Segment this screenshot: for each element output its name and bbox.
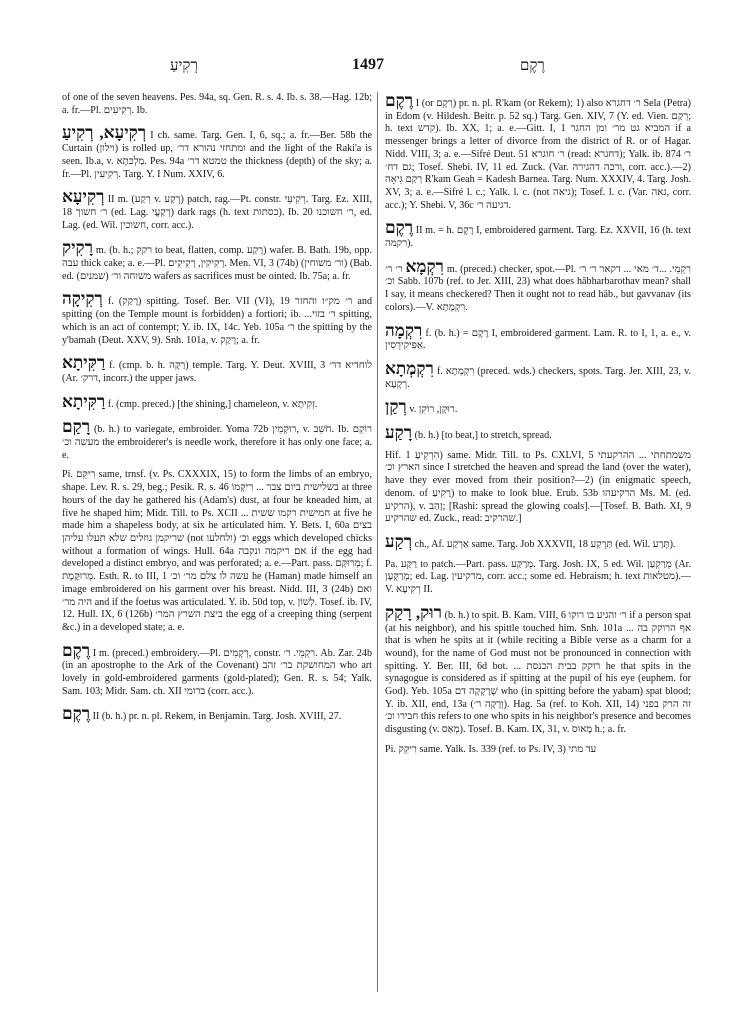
entry-text: II m. (רְקַע v. רְקַע) patch, rag.—Pt. constr. רְקִיעֵי. Targ. Ez. XIII, 18 ר׳ חשוך (ed. Lag. רְקַעֲי) dark rags (h. text כסתות). Ib. 20 ר׳ חשוכנו, ed. Lag. (ed. Wil. חשוכין, corr. acc.). — [62, 194, 372, 231]
header-catchword-right: רֶקֶם — [520, 58, 545, 74]
dictionary-entry — [385, 424, 691, 443]
entry-text: II (b. h.) pr. n. pl. Rekem, in Benjamin. Targ. Josh. XVIII, 27. — [92, 711, 342, 723]
right-column — [385, 92, 691, 764]
entry-headword: רְקַע — [385, 531, 413, 551]
dictionary-entry — [385, 744, 691, 757]
entry-text: II m. = h. רֶקֶם I, embroidered garment. Targ. Ez. XXVII, 16 (h. text רקמה). — [385, 225, 691, 250]
entry-text: Pi. רִיקֵּק same. Yalk. Is. 339 (ref. to Ps. IV, 3) עד מתי — [385, 743, 597, 755]
entry-text: f. (cmp. preced.) [the shining,] chameleon, v. זְקִיתָא. — [107, 398, 318, 410]
entry-headword: רֶקֶם — [385, 91, 414, 110]
entry-text: Hif. הִרְקִיעַ 1) same. Midr. Till. to Ps. CXLVI, 5 משמתחתי ... ההרקעתי הארץ וכ׳ since I stretched the heaven and spread the land (over the water), have they ever moved from their position?—2) (in enigmatic speech, denom. of רָקִיעַ) to make to look blue. Erub. 53b הרקיעהו Ms. M. (ed. הרקיע), v. זָהַב; [Rashi: spread the glowing coals].—[Tosef. B. Bath. XI, 9 שהרקיע ed. Zuck., read: שהרקיב.] — [385, 449, 692, 525]
entry-text: f. (b. h.) = רֶקֶם I, embroidered garment. Lam. R. to I, 1, a. e., v. אַפִּיקִירְסִין. — [385, 327, 691, 352]
dictionary-entry — [385, 258, 691, 315]
entry-headword: רִקְמָה — [385, 320, 423, 340]
entry-headword: רֶקֶם — [62, 640, 91, 660]
dictionary-entry — [62, 705, 372, 724]
dictionary-entry — [62, 354, 372, 385]
dictionary-entry — [385, 533, 691, 552]
entry-headword: רָקַע — [385, 423, 413, 443]
column-divider — [377, 92, 378, 992]
dictionary-entry — [62, 188, 372, 232]
entry-headword: רֶקֶם — [62, 704, 91, 724]
entry-headword: רוּק, רָקַק — [385, 602, 442, 622]
left-column — [62, 92, 372, 731]
dictionary-entry — [385, 398, 691, 417]
entry-text: f. (cmp. b. h. רַקָּה) temple. Targ. Y. Deut. XVIII, 3 לוחדיא דר׳ (Ar. דרק׳, incorr.) the upper jaws. — [62, 360, 372, 384]
entry-headword: רֶקֶם — [385, 218, 414, 238]
dictionary-entry — [385, 604, 691, 737]
dictionary-entry — [62, 92, 372, 117]
entry-headword: רַקִּיתָא — [62, 353, 106, 373]
entry-headword: רְקִיקָה — [62, 289, 103, 309]
page-number: 1497 — [352, 56, 384, 73]
dictionary-entry — [62, 469, 372, 634]
dictionary-entry — [62, 124, 372, 181]
entry-text: (b. h.) to variegate, embroider. Yoma 72b רוּקְמֵין, v. חֹשֵׁב. Ib. רוֹקֵם מעשה וכ׳ the embroiderer's is needle work, therefore it has only one face; a. e. — [62, 424, 372, 461]
dictionary-entry — [62, 239, 372, 283]
dictionary-entry — [62, 393, 372, 412]
dictionary-entry — [62, 642, 372, 699]
entry-headword: רָקַם — [62, 417, 91, 437]
entry-text: of one of the seven heavens. Pes. 94a, sq. Gen. R. s. 4. Ib. s. 38.—Hag. 12b; a. fr.—Pl. רְקִיעִים. Ib. — [62, 92, 372, 116]
entry-text: I m. (preced.) embroidery.—Pl. רְקָמִים, constr. רִקְמֵי. ר׳. Ab. Zar. 24b (in an apostrophe to the Ark of the Covenant) המחושקת בר׳ זהב who art lovely in gold-embroidered garments (gold-plated); Gen. R. s. 54; Yalk. Sam. 103; Midr. Sam. ch. XII ברומי (corr. acc.). — [62, 647, 372, 697]
entry-headword: רְקִיעָא, רְקִיעַ — [62, 123, 147, 143]
dictionary-entry — [385, 219, 691, 250]
entry-text: I ch. same. Targ. Gen. I, 6, sq.; a. fr.—Ber. 58b the Curtain (וילון) is rolled up, ומתחזי נהורא דר׳ and the light of the Raki'a is seen. Ib.a, v. מַלְכּתָא. Pes. 94a טמטא דר׳ the thickness (depth) of the sky; a. fr.—Pl. רְקִיעִין. Targ. Y. I Num. XXIV, 6. — [62, 130, 373, 180]
entry-text: ch., Af. אַרְקַע same. Targ. Job XXXVII, 18 תַּרְקַע (ed. Wil. תְּרַע). — [414, 538, 676, 550]
entry-text: Pa. רַקַּע to patch.—Part. pass. מְרַקַּע. Targ. Josh. IX, 5 ed. Wil. מְרַקְעַן (Ar. מְרַקְּעָן; ed. Lag. מרקיעין, corr. acc.; some ed. Hebraism; h. text מטלאות).—V. רְקִיעָא II. — [385, 558, 691, 596]
entry-text: f. רִקְמְתָא (preced. wds.) checkers, spots. Targ. Jer. XIII, 23, v. רְקָעָא. — [385, 365, 691, 390]
dictionary-entry — [385, 92, 691, 212]
dictionary-entry — [62, 290, 372, 347]
dictionary-entry — [385, 322, 691, 353]
entry-headword: רִקְמָא — [405, 256, 444, 276]
entry-text: m. (b. h.; רקק to beat, flatten, comp. רָקַע) wafer. B. Bath. 19b, opp. עבה thick cake; a. e.—Pl. רְקִיקִין, רְקִיקִים. Men. VI, 3 (74b) (ור׳ משוחין) (Bab. ed. משוחה ור׳ (שמנים) wafers as sacrifices must be ointed. Ib. 75a; a. fr. — [62, 245, 373, 282]
entry-headword: רַקִּיתָא — [62, 391, 106, 411]
entry-text: I (or רְקָם) pr. n. pl. R'kam (or Rekem); 1) also ר׳ דחגרא Sela (Petra) in Edom (v. Hildesh. Beitr. p. 52 sq.) Targ. Gen. XIV, 7 (Y. ed. Vien. רְקַם; h. text קדש). Ib. XX, 1; a. e.—Gitt. I, 1 המביא גט מר׳ ומן החגר if a messenger brings a letter of divorce from the district of R. or of Hagar. Nidd. VIII, 3; a. e.—Sifré Deut. 51 ר׳ חוגרא (read: דחגרא); Yalk. ib. 874 ר׳ גם דח׳; Tosef. Shebi. IV, 11 ed. Zuck. (Var. ורכה דהגירה, corr. acc.).—2) רְקַם גֵּיאָה R'kam Geah = Kadesh Barnea. Targ. Num. XXXIV, 4. Targ. Josh. XV, 3; a. e.—Sifré l. c.; Yalk. l. c. (not גיאה); Tosef. l. c. (Var. גאה, corr. acc.); Y. Shebi. V, 36c דגיעה ר׳. — [385, 98, 692, 211]
entry-text: (b. h.) [to beat,] to stretch, spread. — [414, 430, 552, 442]
header-catchword-left: רְקִיעַ — [170, 58, 198, 74]
entry-headword: רְקִיעָא — [62, 187, 105, 207]
dictionary-entry — [385, 360, 691, 391]
entry-text: Pi. רִיקֵּם same, trnsf. (v. Ps. CXXXIX, 15) to form the limbs of an embryo, shape. Lev. R. s. 29, beg.; Pesik. R. s. 46 בשלישית ביום צבר ... רִיקְּמוֹ at three hours of the day he gathered his (Adam's) dust, at four he kneaded him, at five he shaped him; Midr. Till. to Ps. XCII ... חמישית רקמו ששית at five he made him a shapeless body, at six he articulated him. Y. Bets. I, 60a בצים שריקמן גוזלים שלא תעלו עליהן (not ולחלעו) וכ׳ eggs which developed chicks without a formation of wings. Hull. 64a אם ריקמה ונקבה if the egg had developed a distinct embryo, and was perforated; a. e.—Part. pass. מְרוּקָּם; f. מְרוּקֶּמֶת. Esth. R. to III, 1 עשה לו צלם מר׳ וכ׳ he (Haman) made himself an image embroidered on his garment over his breast. Nidd. III, 3 (24b) ואם היה מר׳ and if the foetus was articulated. Y. ib. 50d top, v. לְשׁוֹן. Tosef. ib. IV, 12. Hull. IX, 6 (126b) ביצת השרץ המר׳ the egg of a creeping thing (serpent &c.) in a developed state; a. e. — [62, 469, 372, 633]
page-header — [0, 56, 750, 82]
dictionary-entry — [385, 450, 691, 526]
entry-text: ר׳ ר׳ m. (preced.) checker, spot.—Pl. רִקְמֵי. ...ד׳ מאי ... דקאר ר׳ ר׳ וכ׳ Sabb. 107b (ref. to Jer. XIII, 23) what does hăbharbarothav mean? shall I say, it means checkered? Then it ought not to read hăb., but gavvanav (its colors).—V. רִקְמְתָא. — [385, 263, 691, 313]
entry-headword: רִקְמְתָא — [385, 358, 434, 378]
entry-text: (b. h.) to spit. B. Kam. VIII, 6 ר׳ והגיע בו רוקו if a person spat (at his neighbor), and his spittle touched him. Snh. 101a ... אף הרוקק בה that is when he spits at it (while reciting a Bible verse as a charm for a wound), for the name of God must not be pronounced in connection with spitting. Y. Ber. III, 6d bot. ... רוקק בבית הכנסת he that spits in the synagogue is considered as if spitting at the pupil of his eye (euphem. for God). Yeb. 105a שֶׁרָקְקָה דם who (in spitting before the yabam) spat blood; Y. ib. XII, end, 13a (וְרָקָה ר׳). Hag. 5a (ref. to Koh. XII, 14) זה הרק בפני חבירו וכ׳ this refers to one who spits in his neighbor's presence and becomes disgusting (v. מְאַס). Tosef. B. Kam. IX, 31, v. מָאוּס h.; a. fr. — [385, 609, 692, 736]
entry-text: f. (רָקַק) spitting. Tosef. Ber. VII (VI), 19 ר׳ מק״ו והחזר and spitting (on the Temple mount is forbidden) a fortiori; ib. ...ר׳ בזוי spitting, which is an act of contempt; Y. ib. IX, 14c. Yeb. 105a ר׳ the spitting by the y'bamah (Deut. XXV, 9). Snh. 101a, v. רָקַק; a. fr. — [62, 296, 372, 346]
entry-text: v. רוּקָן, רוֹקִן. — [409, 404, 458, 416]
entry-headword: רְקַן — [385, 397, 407, 417]
dictionary-entry — [385, 559, 691, 597]
entry-headword: רָקִיק — [62, 238, 94, 258]
dictionary-entry — [62, 418, 372, 462]
